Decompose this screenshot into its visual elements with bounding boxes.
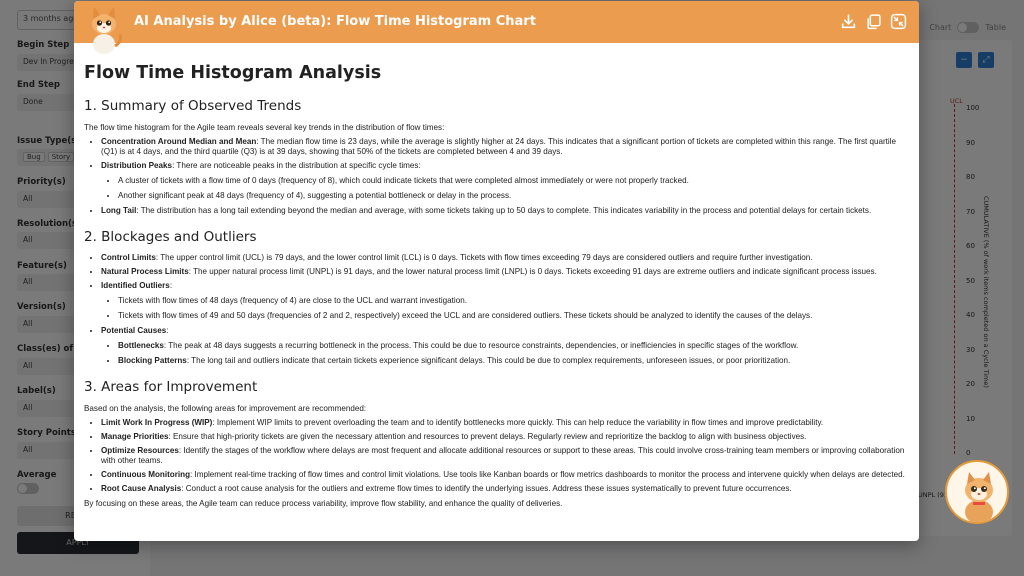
section-3 — [84, 379, 911, 509]
modal-header — [74, 1, 919, 43]
list-item: • Root Cause Analysis: Conduct a root cause analysis for the outliers and extreme flow times to identify the underlying issues. Address these issues systematically to prevent future occurrences. — [101, 484, 911, 494]
list-item: • Distribution Peaks: There are noticeable peaks in the distribution at specific cycle times: • A cluster of tickets with a flow time of 0 days (frequency of 8), which could indicate tickets that were completed almost immediately or were not properly tracked. • Another significant peak at 48 days (frequency of 4), suggesting a potential bottleneck or delay in the process. — [101, 161, 911, 201]
section-1-list — [84, 137, 911, 216]
list-item: • Optimize Resources: Identify the stages of the workflow where delays are most frequent and allocate additional resources or support to these areas. This could involve cross-training team members or improving collaboration with other teams. — [101, 446, 911, 466]
copy-icon[interactable] — [865, 13, 882, 30]
alice-assistant-button[interactable] — [945, 460, 1009, 524]
section-1-title: 1. Summary of Observed Trends — [84, 98, 302, 114]
ai-analysis-modal — [74, 1, 919, 541]
list-item: • Potential Causes: • Bottlenecks: The peak at 48 days suggests a recurring bottleneck in the process. This could be due to resource constraints, dependencies, or inefficiencies in specific stages of the workflow. • Blocking Patterns: The long tail and outliers indicate that certain tickets experience significant delays. This could be due to complex requirements, unforeseen issues, or poor prioritization. — [101, 326, 911, 366]
section-2-title: 2. Blockages and Outliers — [84, 229, 257, 245]
analysis-heading: Flow Time Histogram Analysis — [84, 63, 382, 83]
modal-header-actions — [840, 13, 907, 30]
sub-list-item: • Tickets with flow times of 49 and 50 days (frequencies of 2 and 2, respectively) exceed the UCL and are considered outliers. These tickets should be analyzed to identify the causes of the delays. — [118, 311, 911, 321]
sub-list-item: • Tickets with flow times of 48 days (frequency of 4) are close to the UCL and warrant investigation. — [118, 296, 911, 306]
download-icon[interactable] — [840, 13, 857, 30]
section-1-intro: The flow time histogram for the Agile team reveals several key trends in the distribution of flow times: — [84, 123, 445, 132]
sub-list-item: • Blocking Patterns: The long tail and outliers indicate that certain tickets experience significant delays. This could be due to complex requirements, unforeseen issues, or poor prioritization. — [118, 356, 911, 366]
list-item: • Limit Work In Progress (WIP): Implement WIP limits to prevent overloading the team and to identify bottlenecks more quickly. This can help reduce the variability in flow times and improve predictability. — [101, 418, 911, 428]
collapse-icon[interactable] — [890, 13, 907, 30]
list-item: • Identified Outliers: • Tickets with flow times of 48 days (frequency of 4) are close to the UCL and warrant investigation. • Tickets with flow times of 49 and 50 days (frequencies of 2 and 2, respectively) exceed the UCL and are considered outliers. These tickets should be analyzed to identify the causes of the delays. — [101, 281, 911, 321]
section-3-intro: Based on the analysis, the following areas for improvement are recommended: — [84, 404, 367, 413]
sub-list-item: • Bottlenecks: The peak at 48 days suggests a recurring bottleneck in the process. This could be due to resource constraints, dependencies, or inefficiencies in specific stages of the workflow. — [118, 341, 911, 351]
sub-list-item: • A cluster of tickets with a flow time of 0 days (frequency of 8), which could indicate tickets that were completed almost immediately or were not properly tracked. — [118, 176, 911, 186]
list-item: • Long Tail: The distribution has a long tail extending beyond the median and average, with some tickets taking up to 50 days to complete. This indicates variability in the process and potential delays for certain tickets. — [101, 206, 911, 216]
section-3-list — [84, 418, 911, 494]
section-3-closing: By focusing on these areas, the Agile team can reduce process variability, improve flow stability, and enhance the quality of deliveries. — [84, 499, 563, 508]
modal-body — [84, 43, 911, 541]
modal-title: AI Analysis by Alice (beta): Flow Time Histogram Chart — [134, 14, 536, 29]
section-3-title: 3. Areas for Improvement — [84, 379, 258, 395]
list-item: • Manage Priorities: Ensure that high-priority tickets are given the necessary attention and resources to prevent delays. Regularly review and reprioritize the backlog to align with business objectives. — [101, 432, 911, 442]
list-item: • Natural Process Limits: The upper natural process limit (UNPL) is 91 days, and the lower natural process limit (LNPL) is 0 days. Tickets exceeding 91 days are extreme outliers and indicate significant process issues. — [101, 267, 911, 277]
list-item: • Continuous Monitoring: Implement real-time tracking of flow times and control limit violations. Use tools like Kanban boards or flow metrics dashboards to monitor the process and intervene quickly when delays are detected. — [101, 470, 911, 480]
sub-list-item: • Another significant peak at 48 days (frequency of 4), suggesting a potential bottleneck or delay in the process. — [118, 191, 911, 201]
list-item: • Control Limits: The upper control limit (UCL) is 79 days, and the lower control limit (LCL) is 0 days. Tickets with flow times exceeding 79 days are considered outliers and require further investigation. — [101, 253, 911, 263]
section-2-list — [84, 253, 911, 366]
list-item: • Concentration Around Median and Mean: The median flow time is 23 days, while the average is slightly higher at 24 days. This indicates that a significant portion of tickets are completed within this range. The first quartile (Q1) is at 4 days, and the third quartile (Q3) is at 39 days, showing that 50% of the tickets are completed between 4 and 39 days. — [101, 137, 911, 157]
